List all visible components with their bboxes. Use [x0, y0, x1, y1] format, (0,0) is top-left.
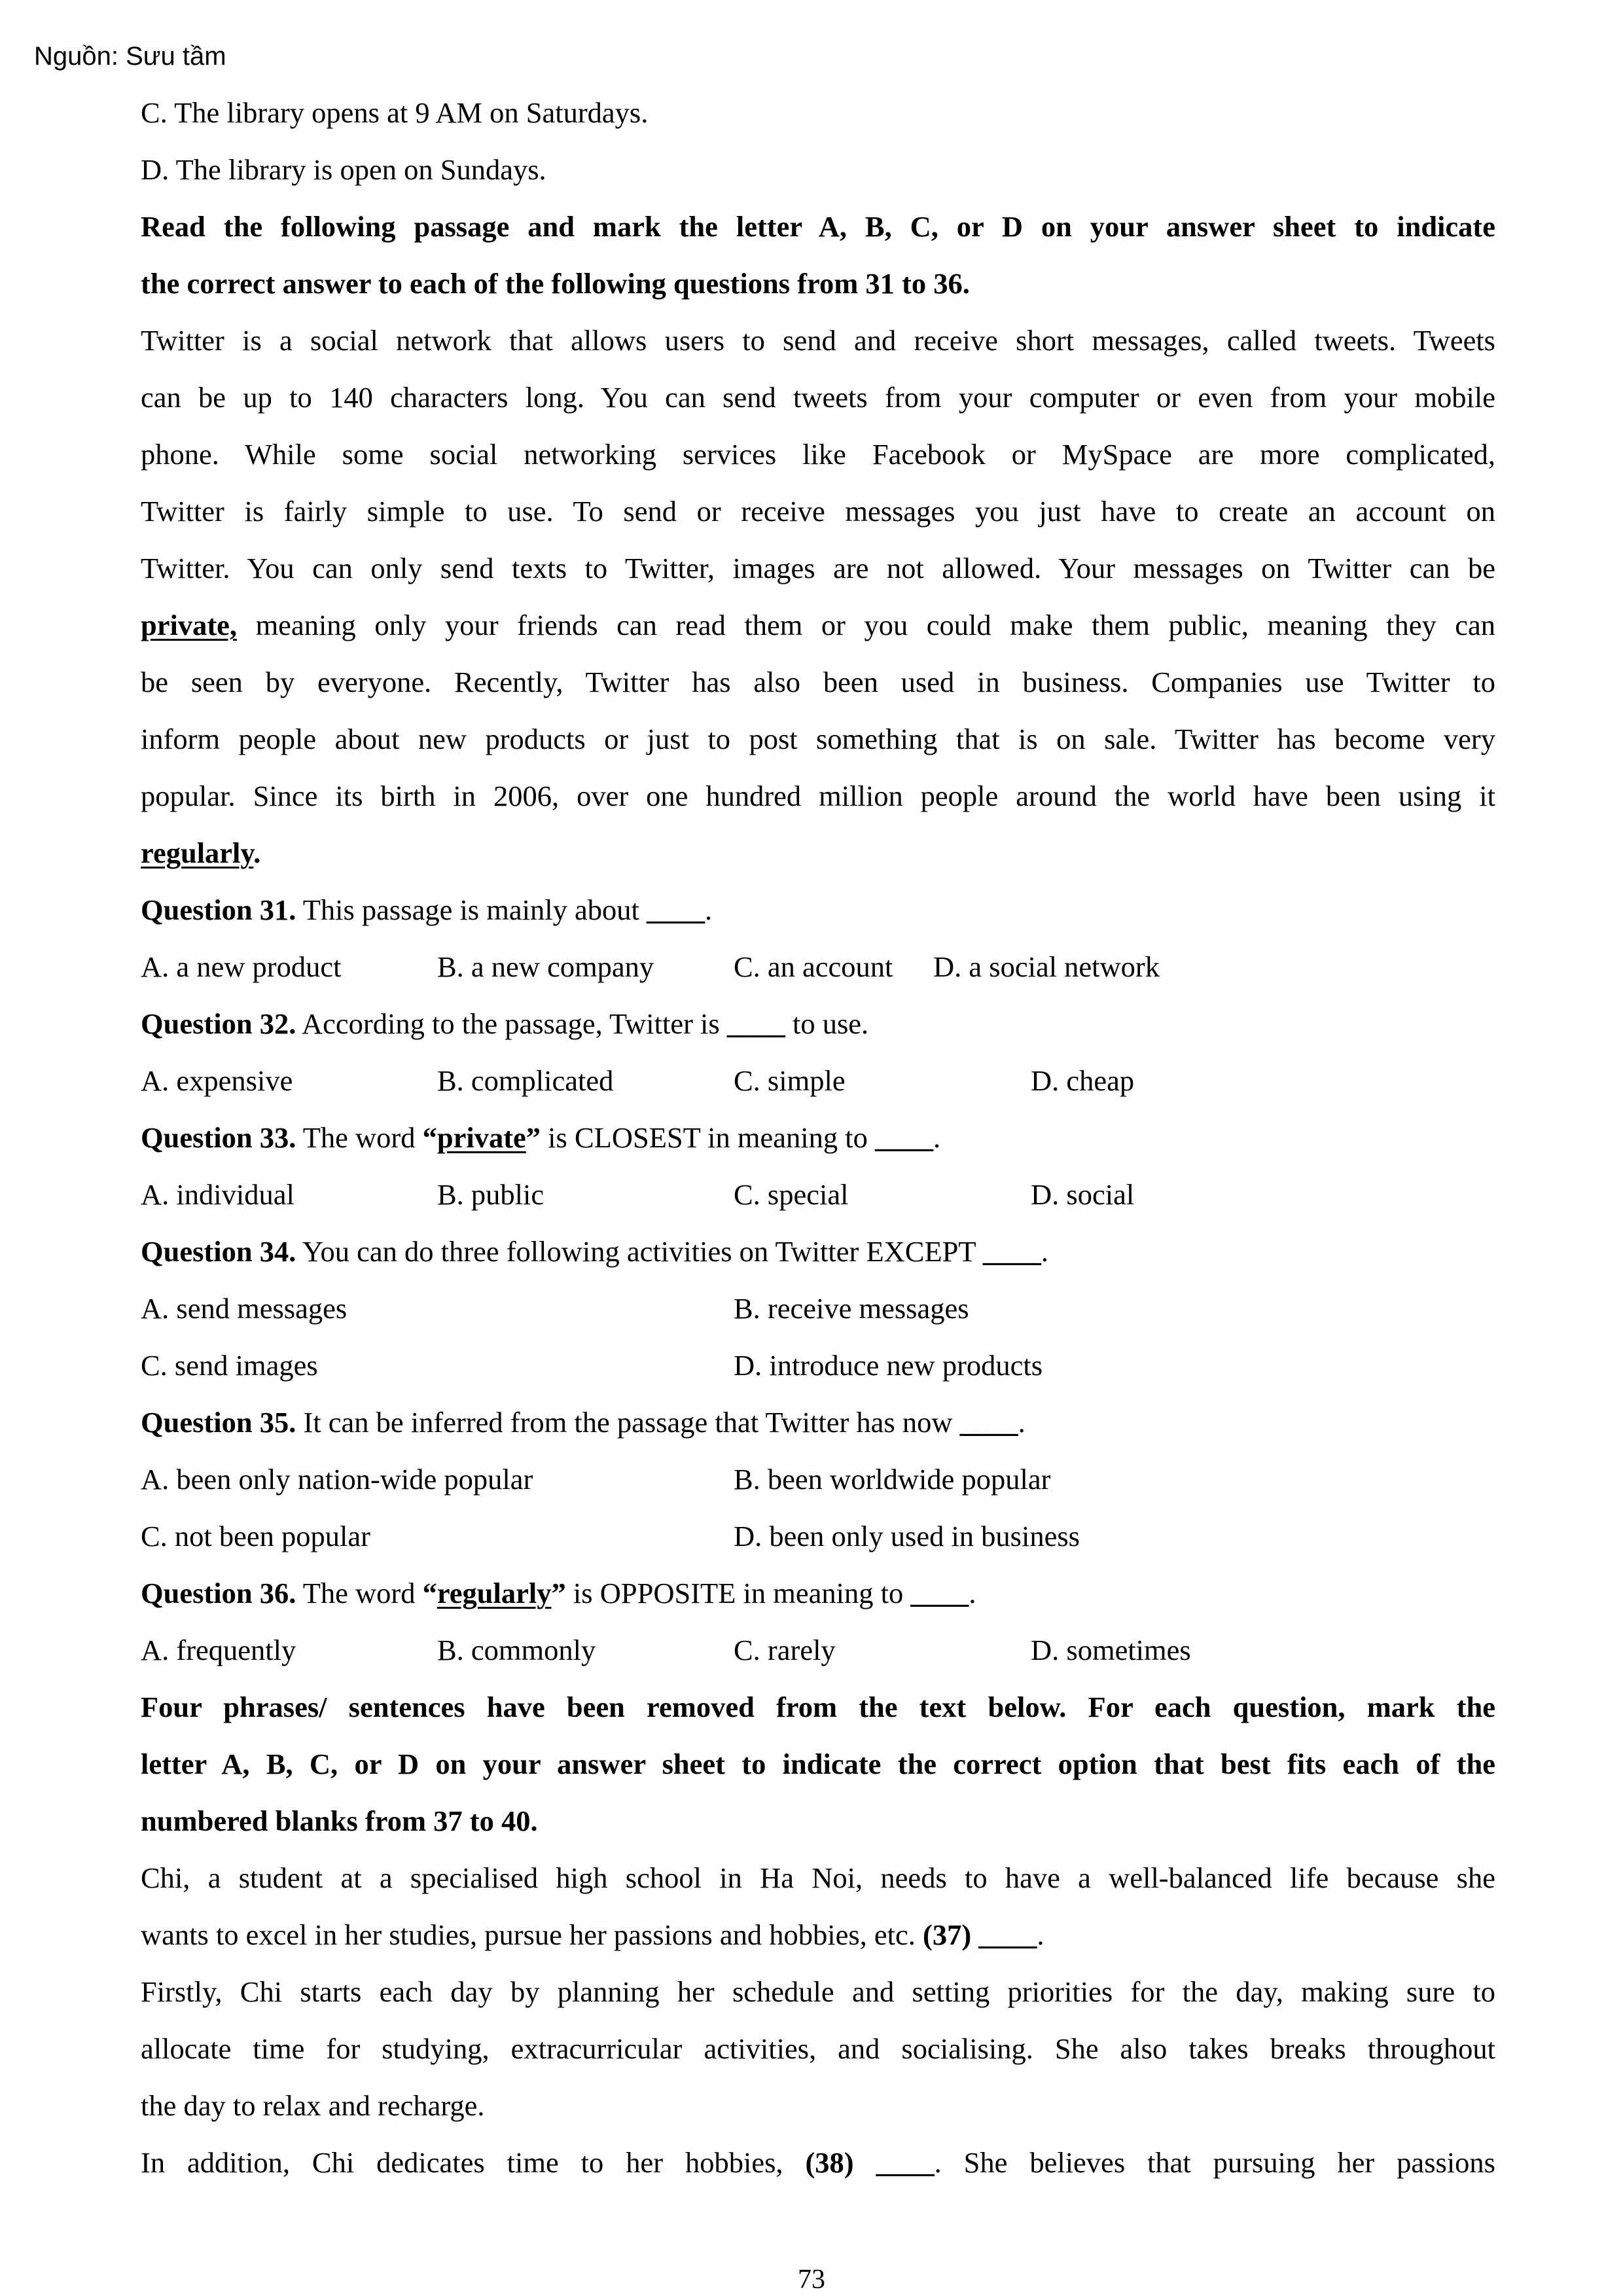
passage2-line1: Chi, a student at a specialised high school in Ha Noi, needs to have a well-balanced life because she [141, 1861, 1495, 1894]
option-c: C. not been popular [141, 1520, 370, 1552]
option-d: D. cheap [1031, 1064, 1135, 1097]
question-label: Question 31. [141, 893, 296, 926]
option-b: B. been worldwide popular [734, 1463, 1051, 1496]
passage1-line3: phone. While some social networking services like Facebook or MySpace are more complicated, [141, 438, 1495, 471]
option-c: C. an account [734, 950, 893, 983]
question-34-options-row2 [141, 1337, 1495, 1394]
question-34-options-row1 [141, 1280, 1495, 1337]
passage2-line4: allocate time for studying, extracurricular activities, and socialising. She also takes breaks throughout [141, 2032, 1495, 2065]
option-d: D. been only used in business [734, 1520, 1080, 1552]
question-31: Question 31. This passage is mainly about ____. [141, 893, 713, 926]
option-d: D. a social network [933, 950, 1160, 983]
question-34: Question 34. You can do three following activities on Twitter EXCEPT ____. [141, 1235, 1049, 1268]
option-c: C. special [734, 1178, 849, 1211]
page-number: 73 [798, 2265, 825, 2295]
question-32-options [141, 1052, 1495, 1109]
answer-blank: ____ [726, 1007, 785, 1040]
passage1-line5: Twitter. You can only send texts to Twitter, images are not allowed. Your messages on Twitter can be [141, 552, 1495, 584]
section1-instruction-line2: the correct answer to each of the following questions from 31 to 36. [141, 267, 970, 300]
question-32: Question 32. According to the passage, Twitter is ____ to use. [141, 1007, 869, 1040]
keyword-private: private [437, 1121, 526, 1154]
section2-instruction-line3: numbered blanks from 37 to 40. [141, 1804, 538, 1837]
passage1-line6: private, meaning only your friends can read them or you could make them public, meaning they can [141, 609, 1495, 641]
prev-option-c: C. The library opens at 9 AM on Saturdays. [141, 96, 649, 129]
question-36-options [141, 1622, 1495, 1679]
option-c: C. send images [141, 1349, 318, 1382]
option-b: B. receive messages [734, 1292, 969, 1325]
question-label: Question 36. [141, 1577, 296, 1609]
option-b: B. commonly [437, 1634, 596, 1666]
option-a: A. been only nation-wide popular [141, 1463, 533, 1496]
option-c: C. simple [734, 1064, 846, 1097]
prev-option-d: D. The library is open on Sundays. [141, 153, 546, 186]
answer-blank: ____ [959, 1406, 1018, 1439]
passage1-line10: regularly. [141, 836, 261, 869]
question-33: Question 33. The word “private” is CLOSEST in meaning to ____. [141, 1121, 941, 1154]
question-35-options-row2 [141, 1508, 1495, 1565]
option-a: A. frequently [141, 1634, 296, 1666]
question-label: Question 34. [141, 1235, 296, 1268]
section2-instruction-line1: Four phrases/ sentences have been removed from the text below. For each question, mark the [141, 1691, 1495, 1723]
blank-number-37: (37) [923, 1918, 972, 1951]
option-a: A. send messages [141, 1292, 348, 1325]
section1-instruction-line1: Read the following passage and mark the letter A, B, C, or D on your answer sheet to indicate [141, 210, 1495, 243]
option-a: A. expensive [141, 1064, 293, 1097]
keyword-private: private, [141, 609, 238, 641]
option-b: B. public [437, 1178, 544, 1211]
answer-blank: ____ [853, 2146, 935, 2179]
option-c: C. rarely [734, 1634, 836, 1666]
passage1-line1: Twitter is a social network that allows users to send and receive short messages, called tweets. Tweets [141, 324, 1495, 357]
option-d: D. sometimes [1031, 1634, 1191, 1666]
passage1-line8: inform people about new products or just to post something that is on sale. Twitter has become very [141, 723, 1495, 755]
option-d: D. social [1031, 1178, 1135, 1211]
passage2-line5: the day to relax and recharge. [141, 2089, 485, 2122]
source-label: Nguồn: Sưu tầm [34, 42, 226, 71]
question-33-options [141, 1166, 1495, 1223]
option-b: B. a new company [437, 950, 654, 983]
question-label: Question 32. [141, 1007, 296, 1040]
answer-blank: ____ [982, 1235, 1041, 1268]
answer-blank: ____ [971, 1918, 1037, 1951]
answer-blank: ____ [910, 1577, 969, 1609]
question-label: Question 33. [141, 1121, 296, 1154]
passage1-line4: Twitter is fairly simple to use. To send or receive messages you just have to create an account on [141, 495, 1495, 528]
question-35: Question 35. It can be inferred from the passage that Twitter has now ____. [141, 1406, 1026, 1439]
blank-number-38: (38) [805, 2146, 854, 2179]
question-label: Question 35. [141, 1406, 296, 1439]
question-36: Question 36. The word “regularly” is OPPOSITE in meaning to ____. [141, 1577, 976, 1609]
passage2-line6: In addition, Chi dedicates time to her hobbies, (38) ____. She believes that pursuing her passions [141, 2146, 1496, 2179]
keyword-regularly: regularly [437, 1577, 552, 1609]
option-d: D. introduce new products [734, 1349, 1043, 1382]
keyword-regularly: regularly [141, 836, 254, 869]
question-35-options-row1 [141, 1451, 1495, 1508]
passage2-line2: wants to excel in her studies, pursue her passions and hobbies, etc. (37) ____. [141, 1918, 1044, 1951]
question-31-options [141, 939, 1495, 996]
answer-blank: ____ [646, 893, 705, 926]
option-b: B. complicated [437, 1064, 614, 1097]
section2-instruction-line2: letter A, B, C, or D on your answer sheet to indicate the correct option that best fits each of the [141, 1748, 1495, 1780]
option-a: A. individual [141, 1178, 294, 1211]
passage1-line2: can be up to 140 characters long. You can send tweets from your computer or even from your mobile [141, 381, 1495, 414]
passage1-line9: popular. Since its birth in 2006, over one hundred million people around the world have been using it [141, 780, 1495, 812]
answer-blank: ____ [874, 1121, 933, 1154]
option-a: A. a new product [141, 950, 342, 983]
passage2-line3: Firstly, Chi starts each day by planning her schedule and setting priorities for the day, making sure to [141, 1975, 1495, 2008]
passage1-line7: be seen by everyone. Recently, Twitter has also been used in business. Companies use Twitter to [141, 666, 1495, 698]
